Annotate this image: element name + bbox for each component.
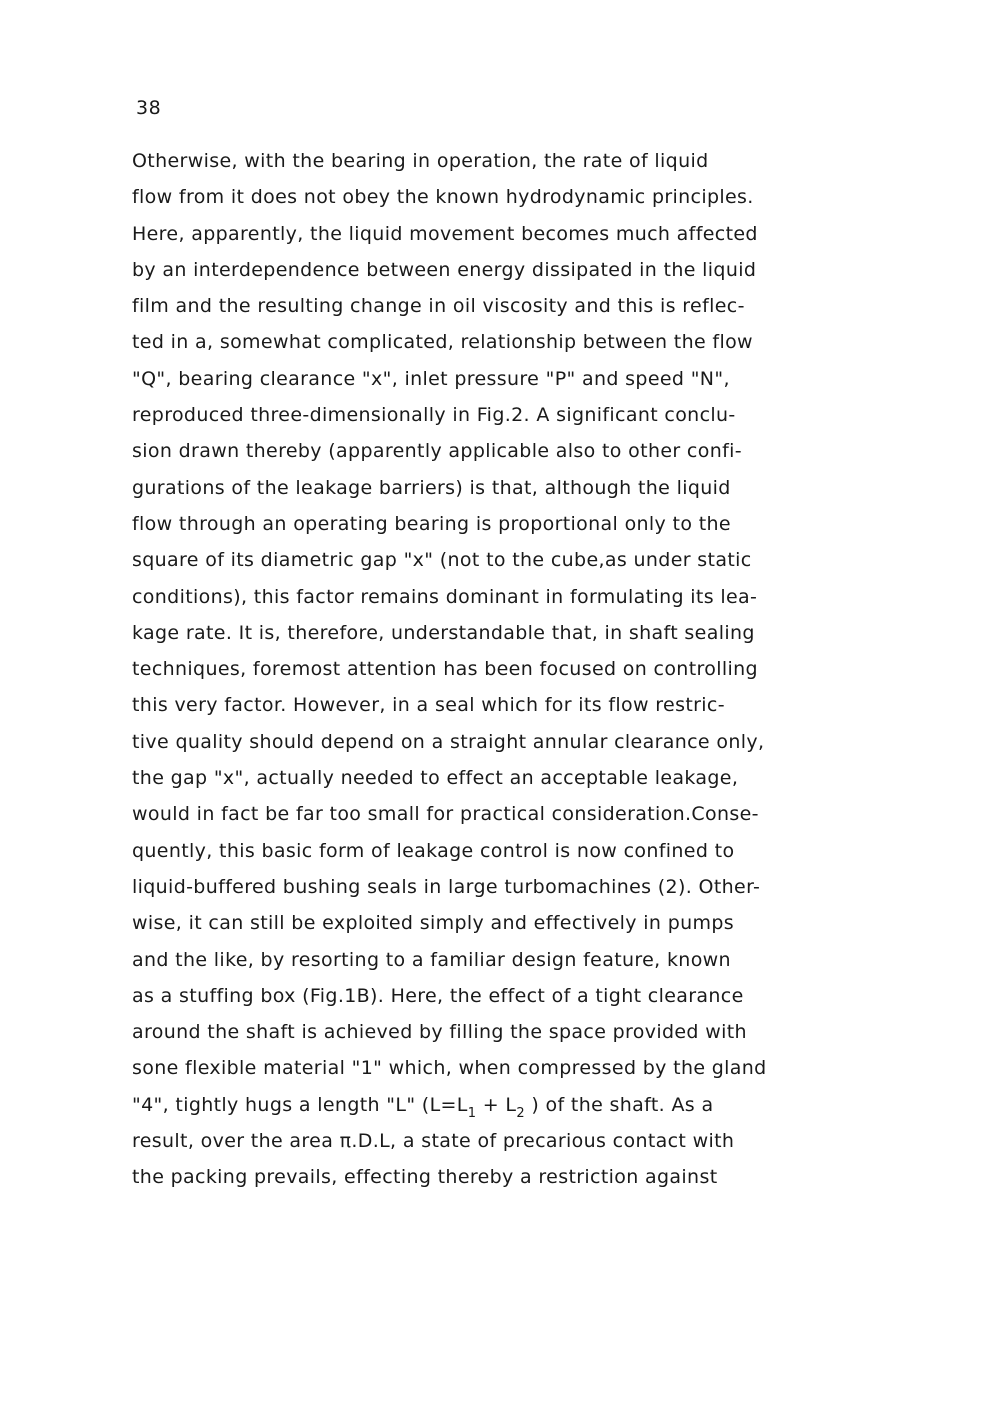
text-line: Otherwise, with the bearing in operation, the rate of liquid <box>132 150 709 172</box>
text-line: techniques, foremost attention has been focused on controlling <box>132 658 758 681</box>
body-text <box>132 145 892 1198</box>
text-line: flow through an operating bearing is proportional only to the <box>132 512 731 535</box>
text-line: flow from it does not obey the known hydrodynamic principles. <box>132 186 754 209</box>
text-line: the packing prevails, effecting thereby a restriction against <box>132 1166 718 1189</box>
text-line: kage rate. It is, therefore, understandable that, in shaft sealing <box>132 621 755 644</box>
text-line: square of its diametric gap "x" (not to the cube,as under static <box>132 549 752 572</box>
text-line: quently, this basic form of leakage control is now confined to <box>132 839 735 862</box>
page-number: 38 <box>136 97 162 119</box>
text-line: film and the resulting change in oil viscosity and this is reflec- <box>132 295 745 318</box>
text-line: around the shaft is achieved by filling the space provided with <box>132 1021 747 1044</box>
subscript-2: 2 <box>516 1105 525 1121</box>
text-line: as a stuffing box (Fig.1B). Here, the effect of a tight clearance <box>132 984 744 1007</box>
text-line: would in fact be far too small for practical consideration.Conse- <box>132 803 759 826</box>
line-segment: + L <box>476 1093 517 1116</box>
text-line: ted in a, somewhat complicated, relationship between the flow <box>132 331 753 354</box>
text-line: liquid-buffered bushing seals in large turbomachines (2). Other- <box>132 875 761 898</box>
text-line: reproduced three-dimensionally in Fig.2. A significant conclu- <box>132 404 736 427</box>
text-line: sion drawn thereby (apparently applicable also to other confi- <box>132 440 742 463</box>
text-line: "Q", bearing clearance "x", inlet pressure "P" and speed "N", <box>132 367 730 390</box>
text-line: sone flexible material "1" which, when compressed by the gland <box>132 1057 767 1080</box>
text-line: conditions), this factor remains dominant in formulating its lea- <box>132 585 758 608</box>
text-line: result, over the area π.D.L, a state of precarious contact with <box>132 1130 735 1153</box>
text-line: the gap "x", actually needed to effect an acceptable leakage, <box>132 767 739 790</box>
text-line: gurations of the leakage barriers) is that, although the liquid <box>132 476 731 499</box>
text-line: Here, apparently, the liquid movement becomes much affected <box>132 222 758 245</box>
text-line: tive quality should depend on a straight annular clearance only, <box>132 730 765 753</box>
text-line-with-subscripts <box>132 1089 892 1125</box>
line-segment: "4", tightly hugs a length "L" (L=L <box>132 1093 468 1116</box>
text-line: this very factor. However, in a seal which for its flow restric- <box>132 694 725 717</box>
subscript-1: 1 <box>467 1105 477 1121</box>
text-line: wise, it can still be exploited simply and effectively in pumps <box>132 912 735 935</box>
text-line: and the like, by resorting to a familiar design feature, known <box>132 948 731 971</box>
text-line: by an interdependence between energy dissipated in the liquid <box>132 258 757 281</box>
line-segment: ) of the shaft. As a <box>524 1093 714 1116</box>
